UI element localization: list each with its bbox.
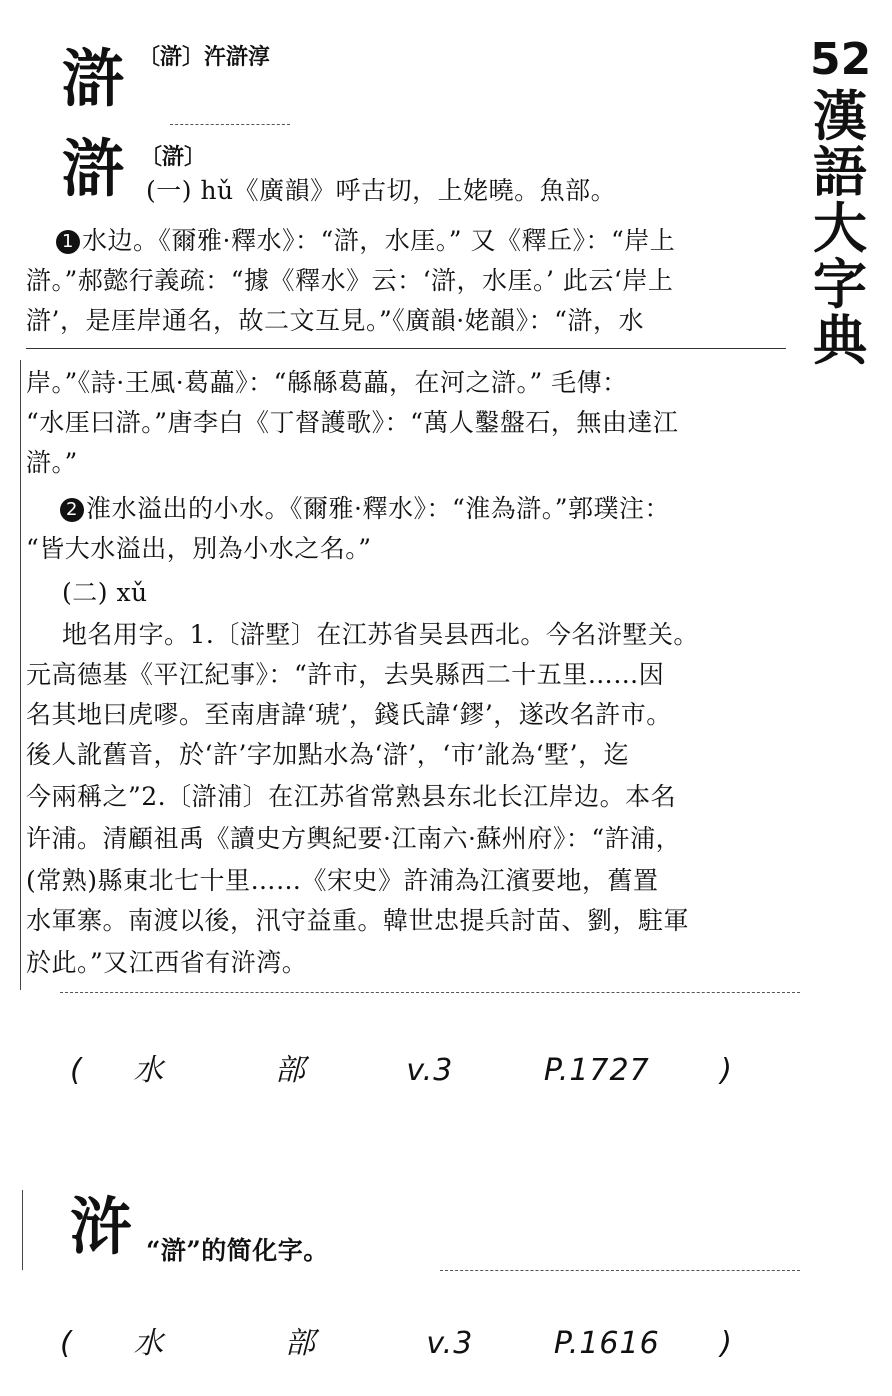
text-line: “水厓曰滸。”唐李白《丁督護歌》：“萬人鑿盤石，無由達江 — [26, 408, 679, 437]
text-line: 名其地曰虎嘐。至南唐諱‘琥’，錢氏諱‘鏐’，遂改名許市。 — [26, 700, 672, 729]
pronunciation-line: (一) hǔ《廣韻》呼古切，上姥曉。魚部。 — [146, 176, 617, 205]
title-char: 字 — [813, 251, 867, 316]
title-char: 大 — [813, 195, 867, 260]
divider — [170, 124, 290, 125]
text-line: 岸。”《詩·王風·葛藟》：“緜緜葛藟，在河之滸。” 毛傳： — [26, 368, 628, 397]
text-line: (常熟)縣東北七十里……《宋史》許浦為江濱要地，舊置 — [26, 866, 659, 895]
text-line: 2 淮水溢出的小水。《爾雅·釋水》：“淮為滸。”郭璞注： — [60, 496, 670, 522]
margin-line — [22, 1190, 23, 1270]
text-line: 滸。”郝懿行義疏：“據《釋水》云：‘滸，水厓。’ 此云‘岸上 — [26, 266, 674, 295]
text-line: 元高德基《平江紀事》：“許市，去吳縣西二十五里……因 — [26, 660, 665, 689]
handwritten-reference-1: ( 水 部 v.3 P.1727 ) — [70, 1053, 733, 1088]
entry3-headword: 浒 — [70, 1190, 133, 1263]
text-line: 水軍寨。南渡以後，汛守益重。韓世忠提兵討苗、劉，駐軍 — [26, 906, 690, 935]
title-char: 典 — [813, 307, 867, 372]
text-line: 1 水边。《爾雅·釋水》：“滸，水厓。” 又《釋丘》：“岸上 — [56, 228, 675, 254]
text-line: “皆大水溢出，別為小水之名。” — [26, 534, 372, 563]
divider — [440, 1270, 800, 1271]
entry1-headword: 滸 — [62, 42, 125, 115]
entry3-definition: “滸”的简化字。 — [146, 1236, 329, 1265]
sense-1-marker: 1 — [56, 230, 80, 254]
margin-line — [20, 360, 21, 990]
text-line: 地名用字。1.〔滸墅〕在江苏省吴县西北。今名浒墅关。 — [62, 620, 699, 649]
text-line: 今兩稱之”2.〔滸浦〕在江苏省常熟县东北长江岸边。本名 — [26, 782, 677, 811]
sense-2-marker: 2 — [60, 498, 84, 522]
text-line: 滸。” — [26, 448, 78, 477]
divider — [26, 348, 786, 349]
entry2-headword: 滸 — [62, 132, 125, 205]
text-line: 於此。”又江西省有浒湾。 — [26, 948, 308, 977]
text-line: 滸’，是厓岸通名，故二文互見。”《廣韻·姥韻》：“滸，水 — [26, 306, 644, 335]
handwritten-reference-2: ( 水 部 v.3 P.1616 ) — [60, 1326, 733, 1361]
dictionary-title-vertical — [810, 34, 872, 372]
entry2-variant: 〔滸〕 — [140, 144, 207, 170]
title-char: 漢 — [813, 83, 867, 148]
divider — [60, 992, 800, 993]
entry1-variants: 〔滸〕汻滸淳 — [138, 44, 271, 70]
pronunciation-line-2: (二) xǔ — [62, 578, 148, 607]
text-line: 後人訛舊音，於‘許’字加點水為‘滸’，‘市’訛為‘墅’，迄 — [26, 740, 630, 769]
page-number: 52 — [810, 34, 872, 85]
title-char: 語 — [813, 139, 867, 204]
text-line: 许浦。清顧祖禹《讀史方輿紀要·江南六·蘇州府》：“許浦， — [26, 824, 682, 853]
